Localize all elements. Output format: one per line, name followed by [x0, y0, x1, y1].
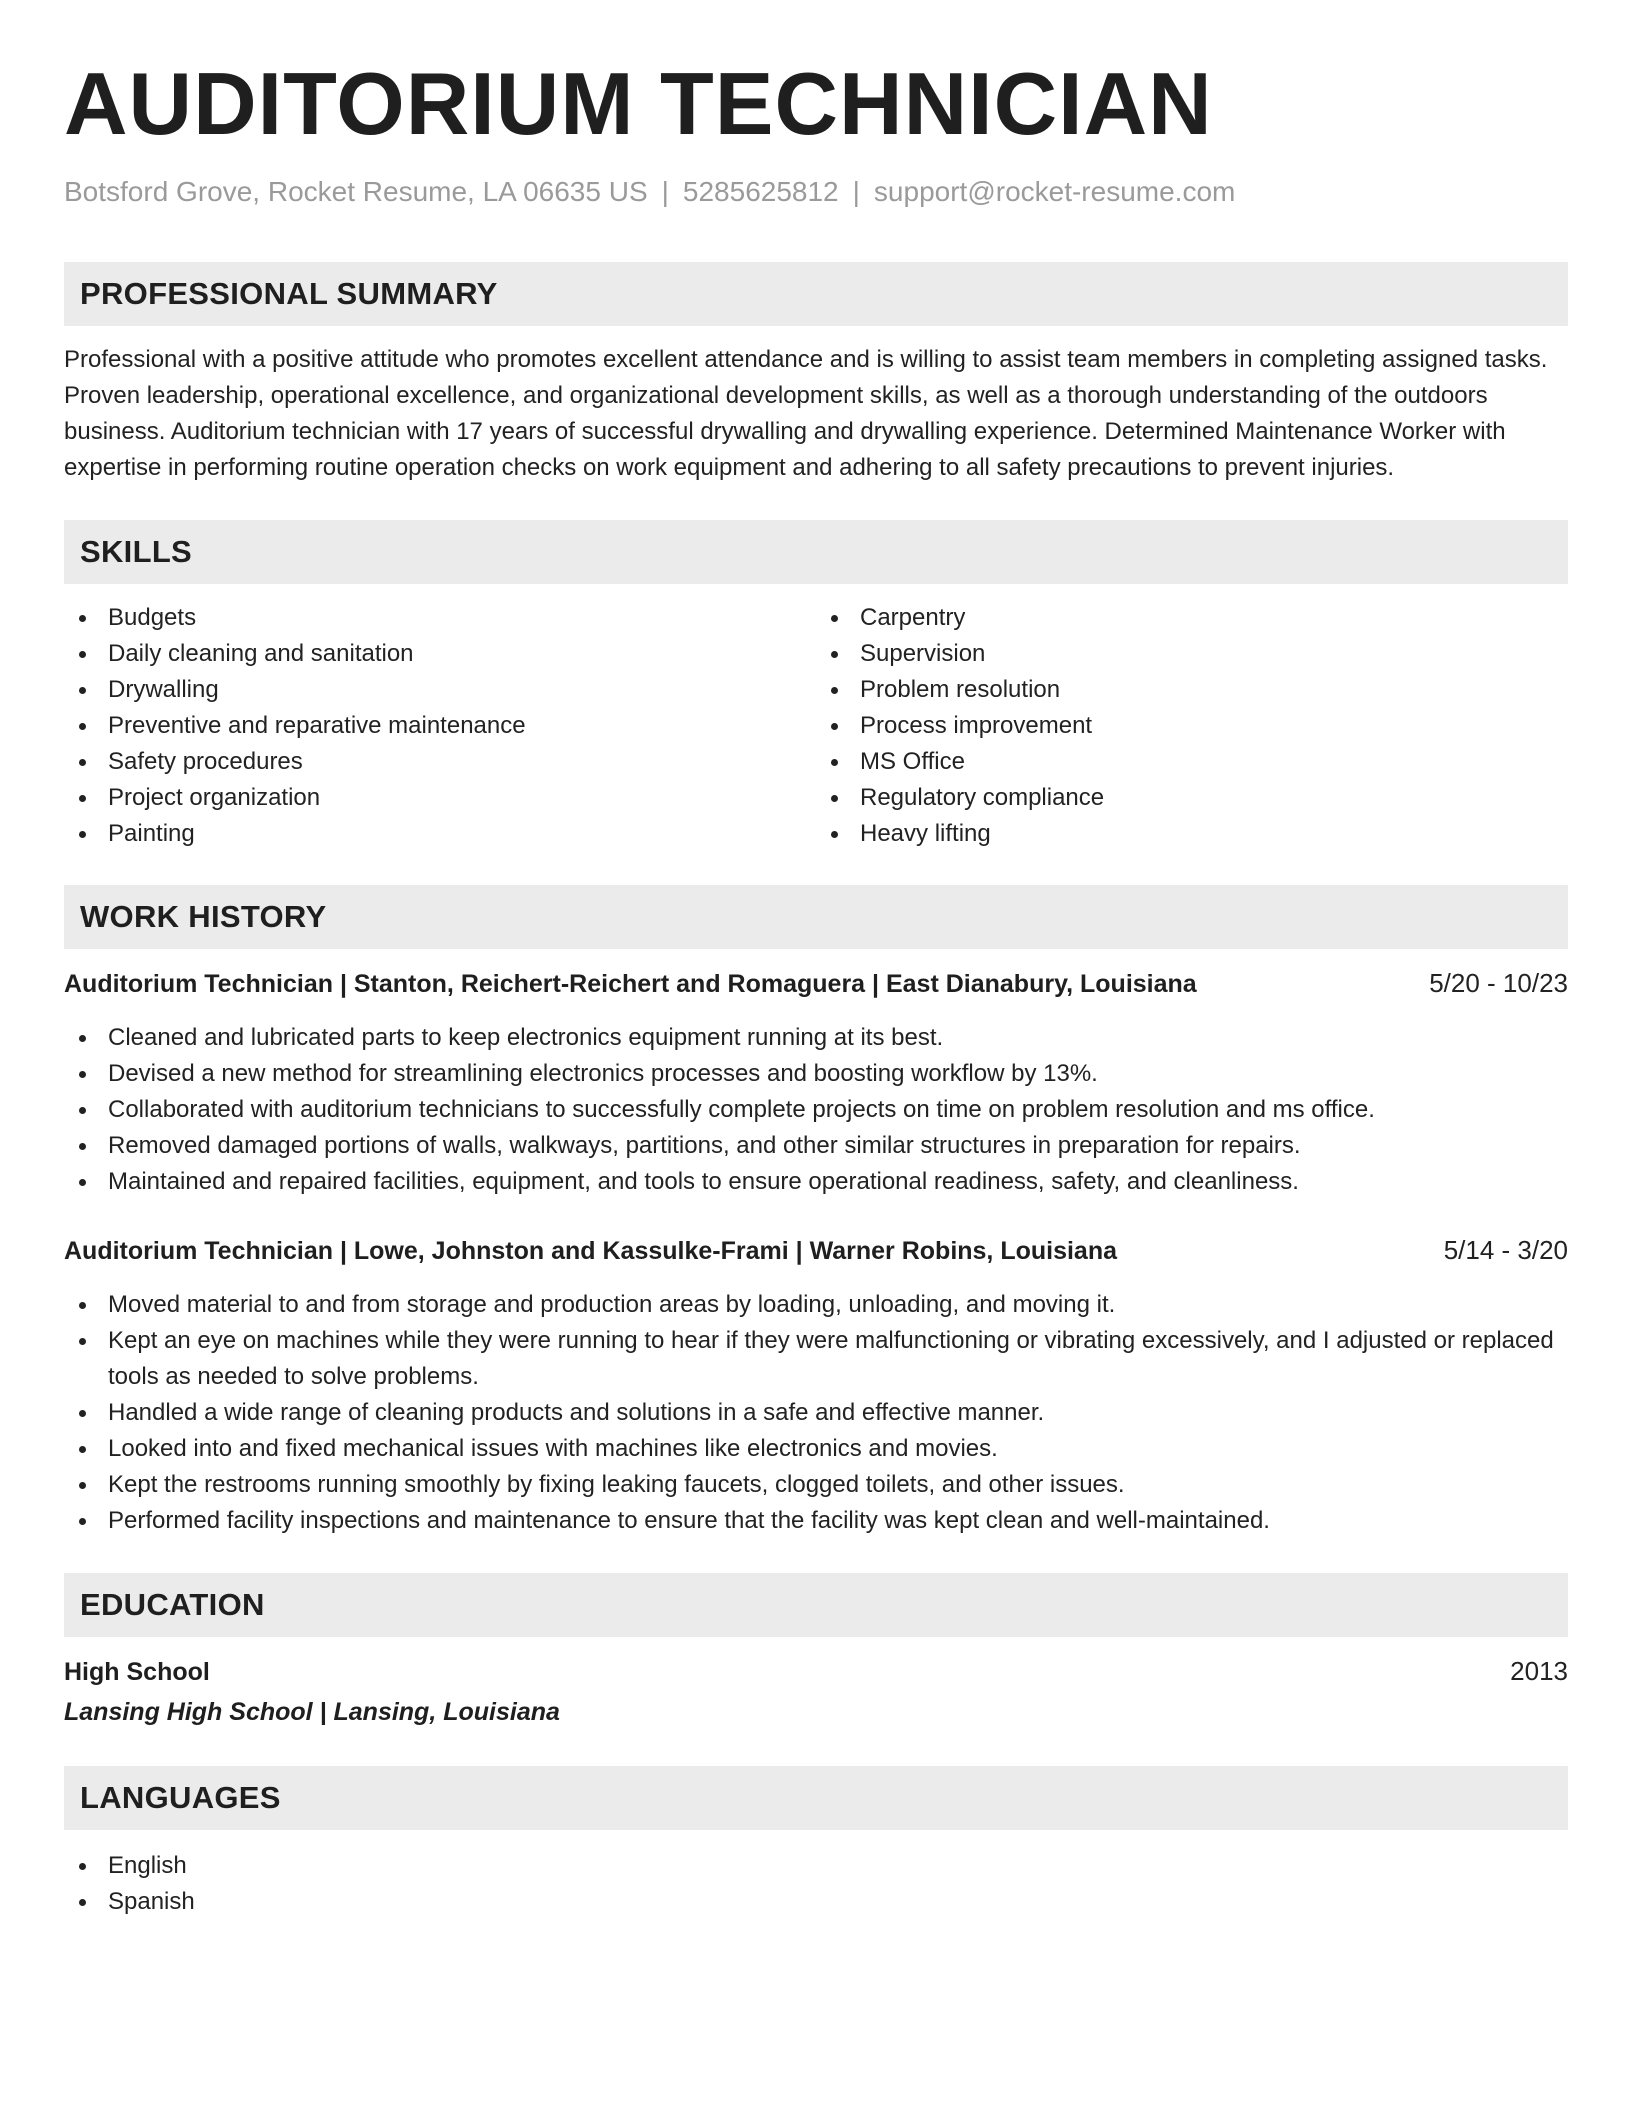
job-bullet: Kept the restrooms running smoothly by fixing leaking faucets, clogged toilets, and other issues.: [64, 1467, 1568, 1503]
job-title: Auditorium Technician | Lowe, Johnston and Kassulke-Frami | Warner Robins, Louisiana: [64, 1237, 1118, 1265]
skill-item: Drywalling: [64, 672, 816, 708]
section-heading-education: EDUCATION: [64, 1573, 1568, 1637]
section-heading-languages: LANGUAGES: [64, 1766, 1568, 1830]
skill-item: Regulatory compliance: [816, 780, 1568, 816]
contact-separator: |: [852, 176, 860, 207]
skill-item: Budgets: [64, 600, 816, 636]
skill-item: Daily cleaning and sanitation: [64, 636, 816, 672]
contact-separator: |: [661, 176, 669, 207]
job-bullet: Performed facility inspections and maintenance to ensure that the facility was kept clean and well-maintained.: [64, 1503, 1568, 1539]
skill-item: Carpentry: [816, 600, 1568, 636]
job-dates: 5/20 - 10/23: [1429, 968, 1568, 998]
skill-item: Preventive and reparative maintenance: [64, 708, 816, 744]
skills-grid: [64, 600, 1568, 852]
job-entry-header: [64, 965, 1568, 1002]
job-bullet: Looked into and fixed mechanical issues with machines like electronics and movies.: [64, 1431, 1568, 1467]
skill-item: Safety procedures: [64, 744, 816, 780]
skills-list-right: [816, 600, 1568, 852]
education-degree: High School: [64, 1658, 210, 1686]
job-dates: 5/14 - 3/20: [1443, 1235, 1568, 1265]
language-item: English: [64, 1848, 1568, 1884]
skill-item: MS Office: [816, 744, 1568, 780]
section-heading-work-history: WORK HISTORY: [64, 885, 1568, 949]
job-title: Auditorium Technician | Stanton, Reichert-Reichert and Romaguera | East Dianabury, Louisiana: [64, 970, 1197, 998]
summary-text: Professional with a positive attitude who promotes excellent attendance and is willing to assist team members in completing assigned tasks. Proven leadership, operational excellence, and organizational development skills, as well as a thorough understanding of the outdoors business. Auditorium technician with 17 years of successful drywalling and drywalling experience. Determined Maintenance Worker with expertise in performing routine operation checks on work equipment and adhering to all safety precautions to prevent injuries.: [64, 346, 1548, 481]
education-school: Lansing High School | Lansing, Louisiana: [64, 1698, 560, 1726]
contact-phone: 5285625812: [682, 176, 839, 207]
skill-item: Process improvement: [816, 708, 1568, 744]
skills-list-left: [64, 600, 816, 852]
job-bullet: Collaborated with auditorium technicians to successfully complete projects on time on problem resolution and ms office.: [64, 1092, 1568, 1128]
job-bullet: Moved material to and from storage and production areas by loading, unloading, and moving it.: [64, 1287, 1568, 1323]
job-bullet: Cleaned and lubricated parts to keep electronics equipment running at its best.: [64, 1020, 1568, 1056]
job-entry-header: [64, 1232, 1568, 1269]
contact-email: support@rocket-resume.com: [873, 176, 1236, 207]
contact-address: Botsford Grove, Rocket Resume, LA 06635 US: [64, 176, 648, 207]
skill-item: Painting: [64, 816, 816, 852]
job-bullet: Devised a new method for streamlining electronics processes and boosting workflow by 13%.: [64, 1056, 1568, 1092]
education-year: 2013: [1510, 1656, 1568, 1686]
skill-item: Heavy lifting: [816, 816, 1568, 852]
contact-line: [64, 174, 1568, 210]
job-bullets: [64, 1020, 1568, 1200]
section-heading-skills: SKILLS: [64, 520, 1568, 584]
section-heading-summary: PROFESSIONAL SUMMARY: [64, 262, 1568, 326]
candidate-name: AUDITORIUM TECHNICIAN: [64, 54, 1213, 153]
job-bullet: Handled a wide range of cleaning products and solutions in a safe and effective manner.: [64, 1395, 1568, 1431]
job-bullet: Maintained and repaired facilities, equipment, and tools to ensure operational readiness, safety, and cleanliness.: [64, 1164, 1568, 1200]
job-bullet: Kept an eye on machines while they were running to hear if they were malfunctioning or vibrating excessively, and I adjusted or replaced tools as needed to solve problems.: [64, 1323, 1568, 1395]
job-bullets: [64, 1287, 1568, 1539]
languages-list: [64, 1848, 1568, 1920]
skill-item: Supervision: [816, 636, 1568, 672]
language-item: Spanish: [64, 1884, 1568, 1920]
skill-item: Problem resolution: [816, 672, 1568, 708]
education-entry-header: [64, 1653, 1568, 1690]
skill-item: Project organization: [64, 780, 816, 816]
job-bullet: Removed damaged portions of walls, walkways, partitions, and other similar structures in preparation for repairs.: [64, 1128, 1568, 1164]
